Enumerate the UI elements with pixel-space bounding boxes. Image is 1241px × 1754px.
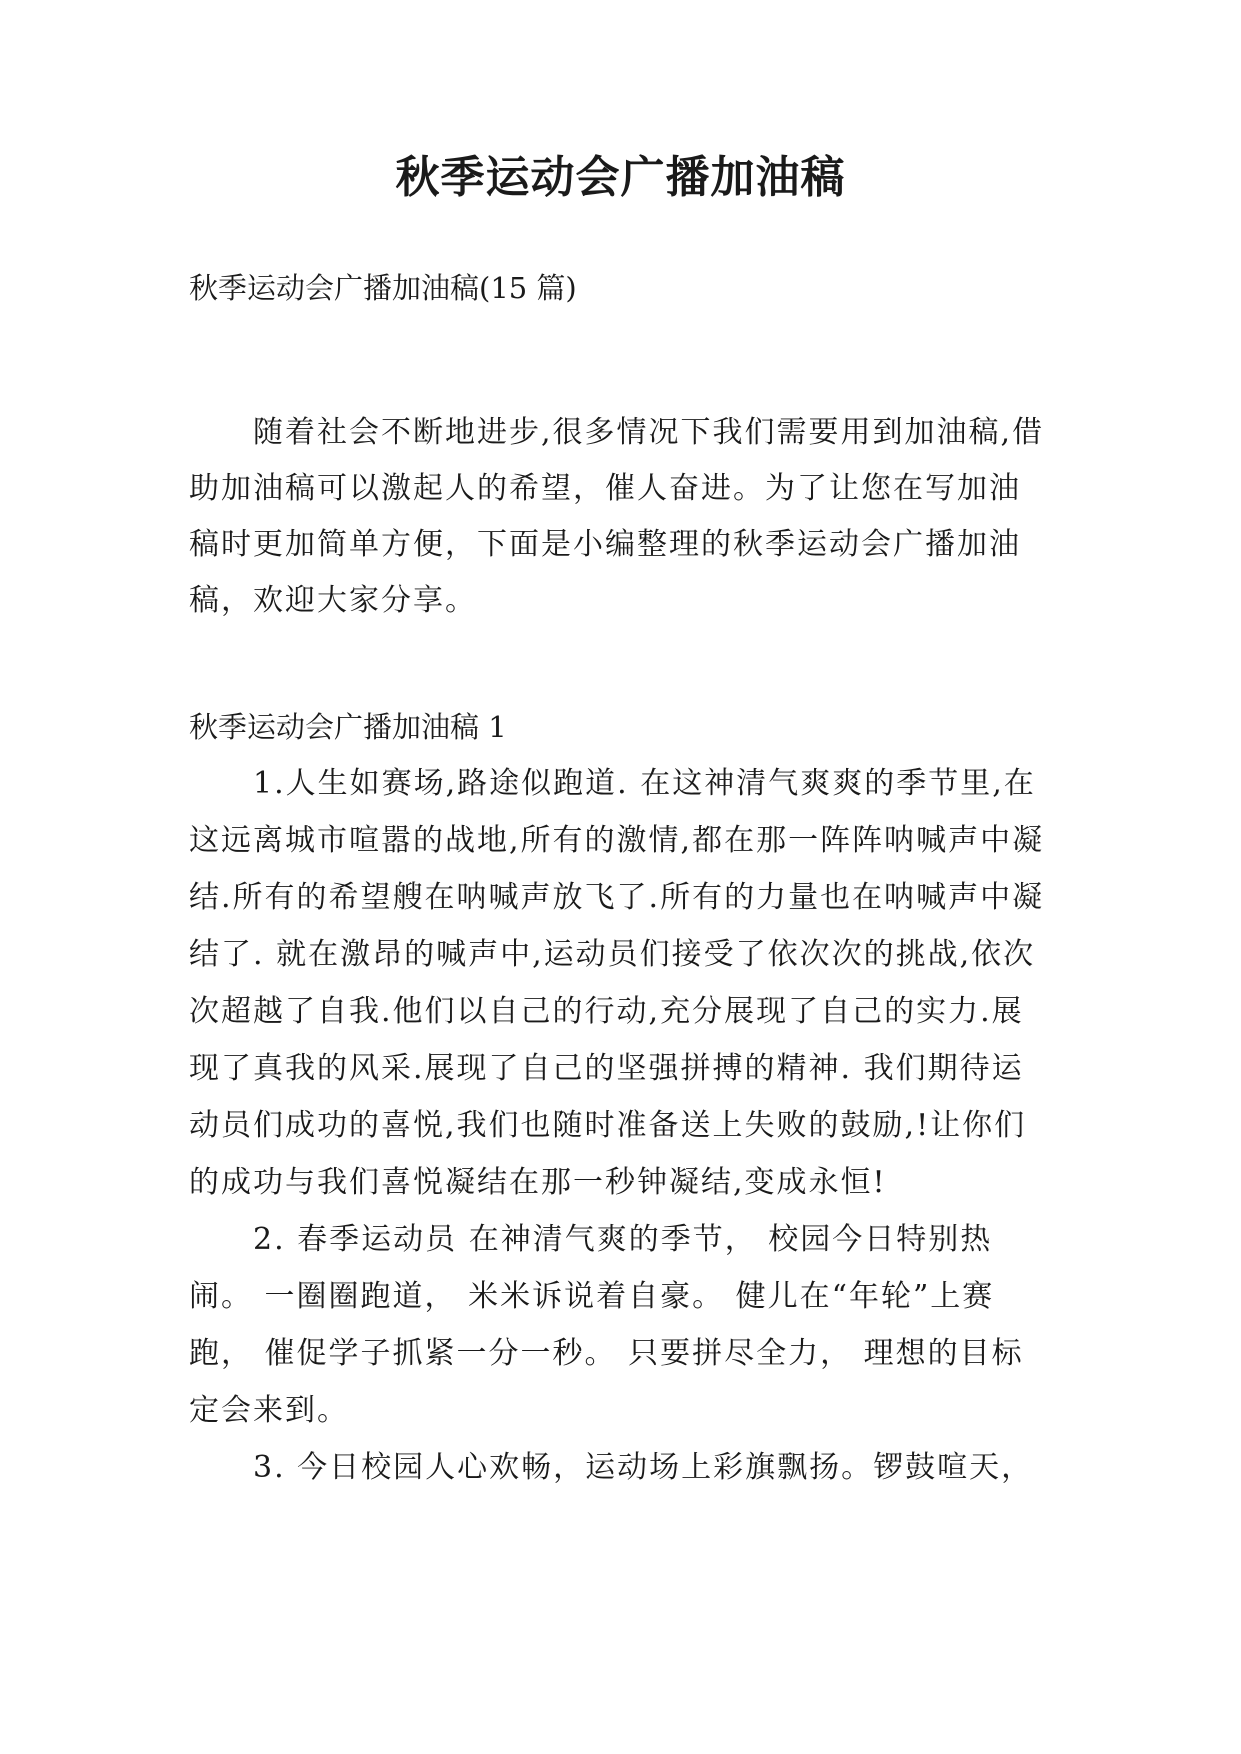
cheer-list: [189, 755, 1049, 1496]
document-subtitle: 秋季运动会广播加油稿(15 篇): [189, 271, 577, 305]
intro-paragraph: 随着社会不断地进步,很多情况下我们需要用到加油稿,借助加油稿可以激起人的希望，催人奋进。为了让您在写加油稿时更加简单方便，下面是小编整理的秋季运动会广播加油稿，欢迎大家分享。: [189, 415, 1045, 618]
cheer-item-1: 1.人生如赛场,路途似跑道. 在这神清气爽爽的季节里,在这远离城市喧嚣的战地,所有的激情,都在那一阵阵呐喊声中凝结.所有的希望艘在呐喊声放飞了.所有的力量也在呐喊声中凝结了. 就在激昂的喊声中,运动员们接受了依次次的挑战,依次次超越了自我.他们以自己的行动,充分展现了自己的实力.展现了真我的风采.展现了自己的坚强拼搏的精神. 我们期待运动员们成功的喜悦,我们也随时准备送上失败的鼓励,!让你们的成功与我们喜悦凝结在那一秒钟凝结,变成永恒!: [189, 766, 1045, 1200]
cheer-item-3: 3. 今日校园人心欢畅，运动场上彩旗飘扬。锣鼓喧天，: [253, 1450, 1034, 1485]
cheer-item-2: 2. 春季运动员 在神清气爽的季节， 校园今日特别热闹。 一圈圈跑道， 米米诉说着自豪。 健儿在“年轮”上赛跑， 催促学子抓紧一分一秒。 只要拼尽全力， 理想的目标定会来到。: [189, 1222, 1024, 1428]
section-heading: 秋季运动会广播加油稿 1: [189, 710, 507, 744]
document-title: 秋季运动会广播加油稿: [395, 152, 846, 203]
